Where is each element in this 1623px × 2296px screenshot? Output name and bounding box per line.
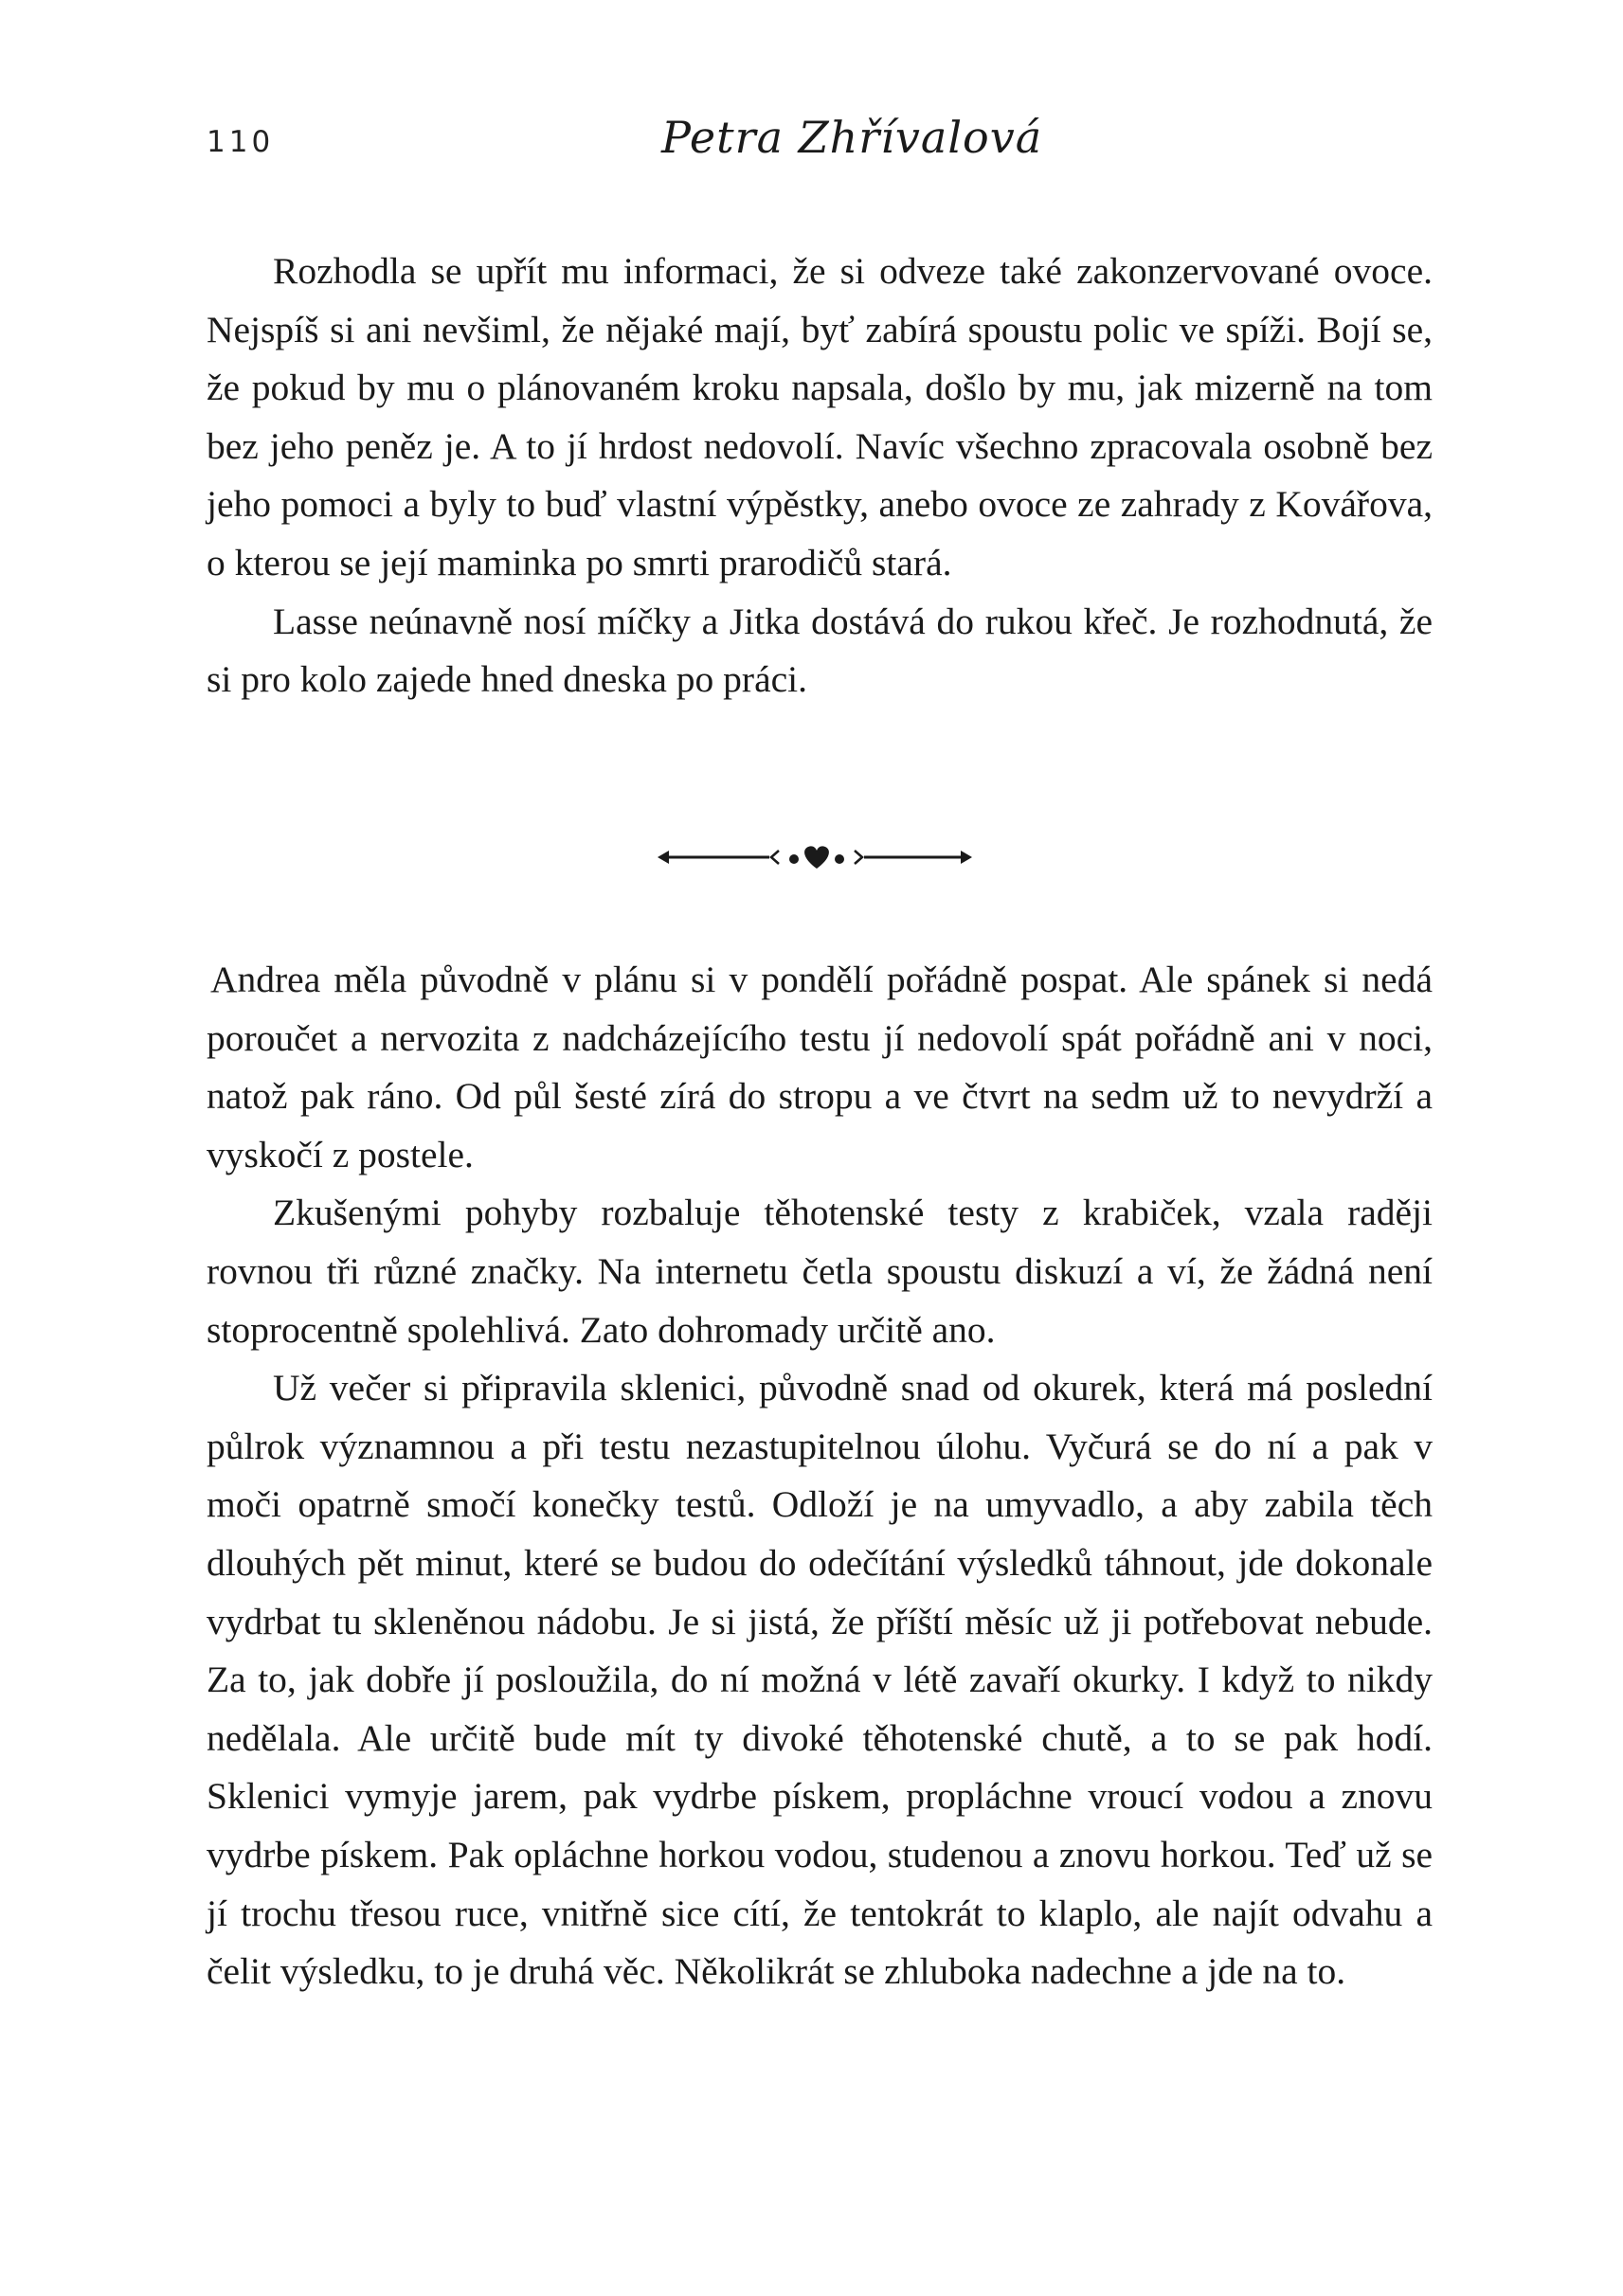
paragraph: Andrea měla původně v plánu si v pondělí pořádně pospat. Ale spánek si nedá poroučet a nervozita z nadcházejícího testu jí nedovolí spát pořádně ani v noci, natož pak ráno. Od půl šesté zírá do stropu a ve čtvrt na sedm už to nevydrží a vyskočí z postele. <box>207 959 1433 1175</box>
page-header <box>207 112 1438 188</box>
running-head-author: Petra Zhřívalová <box>661 112 1043 163</box>
paragraph: Zkušenými pohyby rozbaluje těhotenské testy z krabiček, vzala raději rovnou tři různé značky. Na internetu četla spoustu diskuzí a ví, že žádná není stoprocentně spolehlivá. Zato dohromady určitě ano. <box>207 1192 1433 1351</box>
paragraph: Lasse neúnavně nosí míčky a Jitka dostává do rukou křeč. Je rozhodnutá, že si pro kolo zajede hned dneska po práci. <box>207 600 1433 701</box>
paragraph: Rozhodla se upřít mu informaci, že si odveze také zakonzervované ovoce. Nejspíš si ani nevšiml, že nějaké mají, byť zabírá spoustu polic ve spíži. Bojí se, že pokud by mu o plánovaném kroku napsala, došlo by mu, jak mizerně na tom bez jeho peněz je. A to jí hrdost nedovolí. Navíc všechno zpracovala osobně bez jeho pomoci a byly to buď vlastní výpěstky, anebo ovoce ze zahrady z Kovářova, o kterou se její maminka po smrti prarodičů stará. <box>207 250 1433 583</box>
page-number: 110 <box>207 125 275 159</box>
text-section-1 <box>207 242 1433 709</box>
text-section-2 <box>207 951 1433 2001</box>
paragraph: Už večer si připravila sklenici, původně snad od okurek, která má poslední půlrok významnou a při testu nezastupitelnou úlohu. Vyčurá se do ní a pak v moči opatrně smočí konečky testů. Odloží je na umyvadlo, a aby zabila těch dlouhých pět minut, které se budou do odečítání výsledků táhnout, jde dokonale vydrbat tu skleněnou nádobu. Je si jistá, že příští měsíc už ji potřebovat nebude. Za to, jak dobře jí posloužila, do ní možná v létě zavaří okurky. I když to nikdy nedělala. Ale určitě bude mít ty divoké těhotenské chutě, a to se pak hodí. Sklenici vymyje jarem, pak vydrbe pískem, propláchne vroucí vodou a znovu vydrbe pískem. Pak opláchne horkou vodou, studenou a znovu horkou. Teď už se jí trochu třesou ruce, vnitřně sice cítí, že tentokrát to klaplo, ale najít odvahu a čelit výsledku, to je druhá věc. Několikrát se zhluboka nadechne a jde na to. <box>207 1367 1433 1993</box>
heart-ornament-icon <box>654 838 976 876</box>
